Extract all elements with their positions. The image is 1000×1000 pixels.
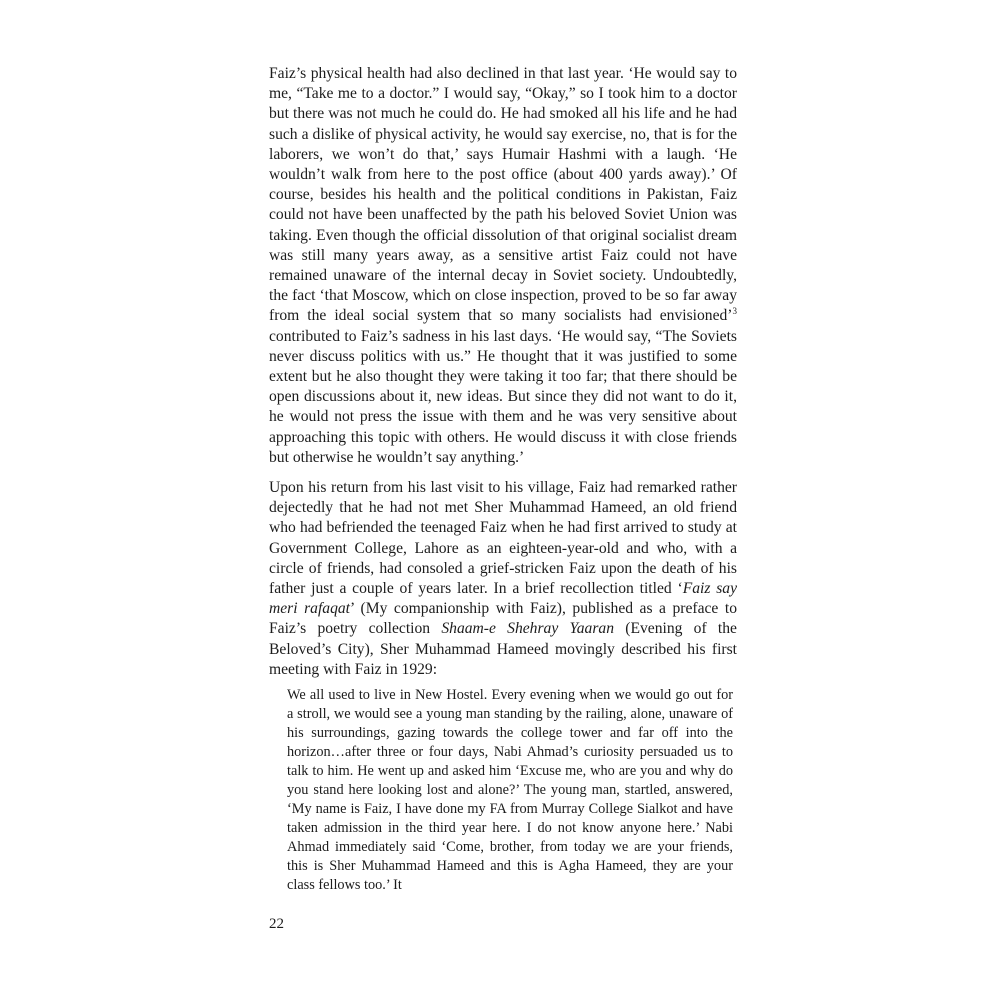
italic-title: Faiz say meri rafaqat — [269, 580, 737, 618]
italic-title: Shaam-e Shehray Yaaran — [441, 620, 615, 638]
footnote-reference: 3 — [732, 306, 737, 317]
page-number: 22 — [269, 916, 284, 932]
text-run: Faiz’s physical health had also declined in that last year. ‘He would say to me, “Take me to a doctor.” I would say, “Okay,” so I took him to a doctor but there was not much he could do. He had smoked all his life and he had such a dislike of physical activity, he would say exercise, no, that is for the laborers, we won’t do that,’ says Humair Hashmi with a laugh. ‘He wouldn’t walk from here to the post office (about 400 yards away).’ Of course, besides his health and the political conditions in Pakistan, Faiz could not have been unaffected by the path his beloved Soviet Union was taking. Even though the official dissolution of that original socialist dream was still many years away, as a sensitive artist Faiz could not have remained unaware of the internal decay in Soviet society. Undoubtedly, the fact ‘that Moscow, which on close inspection, proved to be so far away from the ideal social system that so many socialists had envisioned’ — [269, 65, 737, 325]
body-paragraph — [269, 64, 737, 468]
text-run: (Evening of the Beloved’s City), Sher Muhammad Hameed movingly described his first meeting with Faiz in 1929: — [269, 620, 737, 678]
text-run: Upon his return from his last visit to his village, Faiz had remarked rather dejectedly that he had not met Sher Muhammad Hameed, an old friend who had befriended the teenaged Faiz when he had first arrived to study at Government College, Lahore as an eighteen-year-old and who, with a circle of friends, had consoled a grief-stricken Faiz upon the death of his father just a couple of years later. In a brief recollection titled ‘ — [269, 479, 737, 598]
body-paragraph — [269, 478, 737, 680]
text-run: contributed to Faiz’s sadness in his last days. ‘He would say, “The Soviets never discuss politics with us.” He thought that it was justified to some extent but he also thought they were taking it too far; that there should be open discussions about it, new ideas. But since they did not want to do it, he would not press the issue with them and he was very sensitive about approaching this topic with others. He would discuss it with close friends but otherwise he wouldn’t say anything.’ — [269, 327, 737, 466]
block-quote: We all used to live in New Hostel. Every evening when we would go out for a stroll, we would see a young man standing by the railing, alone, unaware of his surroundings, gazing towards the college tower and far off into the horizon…after three or four days, Nabi Ahmad’s curiosity persuaded us to talk to him. He went up and asked him ‘Excuse me, who are you and why do you stand here looking lost and alone?’ The young man, startled, answered, ‘My name is Faiz, I have done my FA from Murray College Sialkot and have taken admission in the third year here. I do not know anyone here.’ Nabi Ahmad immediately said ‘Come, brother, from today we are your friends, this is Sher Muhammad Hameed and this is Agha Hameed, they are your class fellows too.’ It — [287, 687, 733, 893]
book-page — [251, 50, 761, 940]
text-run: ’ (My companionship with Faiz), published as a preface to Faiz’s poetry collection — [269, 600, 737, 638]
